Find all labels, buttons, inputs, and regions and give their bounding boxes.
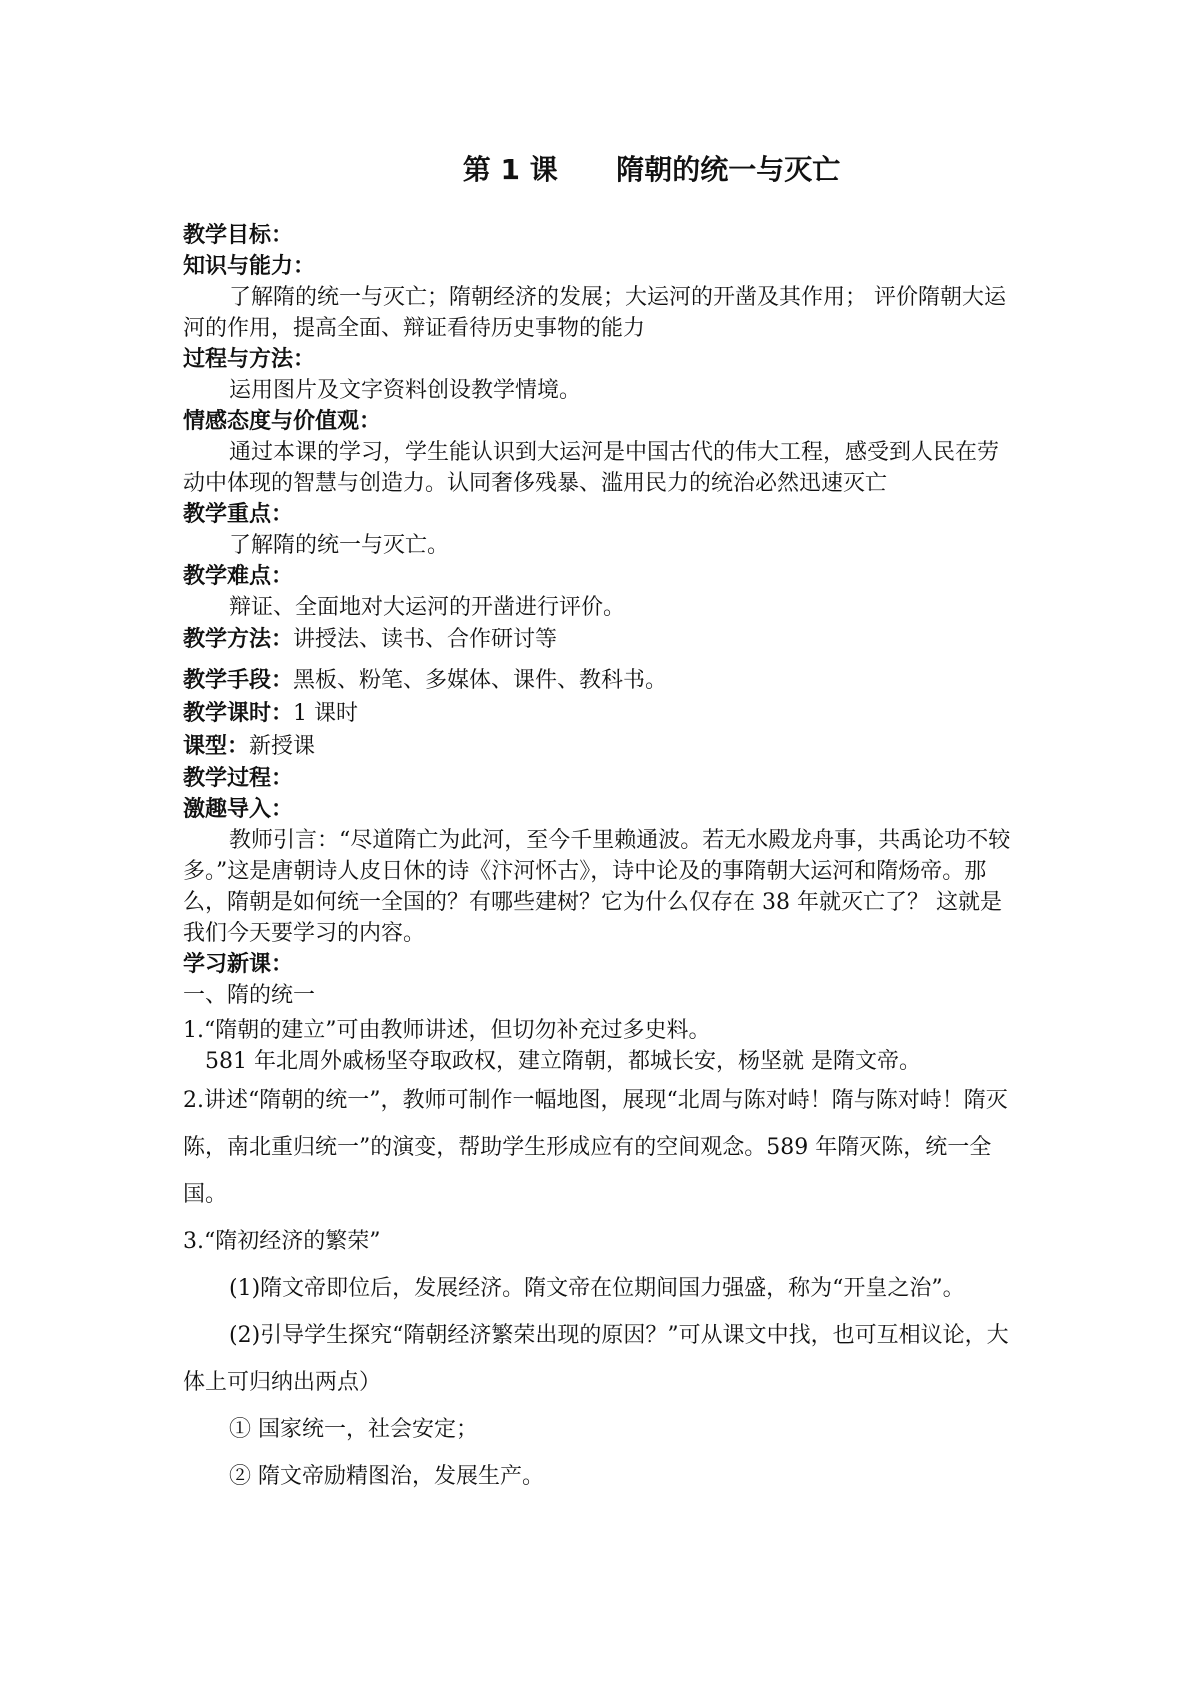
difficulty-text: 辩证、全面地对大运河的开凿进行评价。: [229, 595, 626, 620]
teaching-method-row: [183, 623, 1013, 656]
teaching-process-heading: 教学过程：: [183, 766, 294, 791]
item-3: 3.“隋初经济的繁荣”: [183, 1229, 381, 1254]
teaching-method-value: 讲授法、读书、合作研讨等: [293, 627, 558, 652]
teaching-hours-label: 教学课时：: [183, 701, 294, 726]
reason-1: ① 国家统一，社会安定；: [229, 1417, 478, 1442]
emotion-text: 通过本课的学习，学生能认识到大运河是中国古代的伟大工程，感受到人民在劳动中体现的智慧与创造力。认同奢侈残暴、滥用民力的统治必然迅速灭亡: [183, 440, 1000, 496]
key-point-heading: 教学重点：: [183, 502, 294, 527]
section-1-title: 一、隋的统一: [183, 983, 316, 1008]
lesson-title: 第 1 课 隋朝的统一与灭亡: [462, 153, 841, 186]
teaching-means-label: 教学手段：: [183, 668, 294, 693]
reason-2: ② 隋文帝励精图治，发展生产。: [229, 1464, 544, 1489]
lesson-content: [183, 220, 1013, 1500]
knowledge-heading: 知识与能力：: [183, 254, 316, 279]
intro-heading: 激趣导入：: [183, 797, 294, 822]
new-lesson-heading: 学习新课：: [183, 952, 294, 977]
key-point-text: 了解隋的统一与灭亡。: [229, 533, 450, 558]
lesson-type-value: 新授课: [249, 734, 316, 759]
teaching-means-row: [183, 664, 1013, 697]
difficulty-heading: 教学难点：: [183, 564, 294, 589]
item-3-2: (2)引导学生探究“隋朝经济繁荣出现的原因？”可从课文中找，也可互相议论，大体上可归纳出两点）: [183, 1323, 1009, 1395]
item-3-1: (1)隋文帝即位后，发展经济。隋文帝在位期间国力强盛，称为“开皇之治”。: [229, 1276, 965, 1301]
lesson-type-row: [183, 730, 1013, 763]
knowledge-text: 了解隋的统一与灭亡；隋朝经济的发展；大运河的开凿及其作用； 评价隋朝大运河的作用，提高全面、辩证看待历史事物的能力: [183, 285, 1006, 341]
teaching-hours-value: 1 课时: [293, 701, 359, 726]
teaching-means-value: 黑板、粉笔、多媒体、课件、教科书。: [293, 668, 668, 693]
process-method-text: 运用图片及文字资料创设教学情境。: [229, 378, 582, 403]
teaching-method-label: 教学方法：: [183, 627, 294, 652]
process-method-heading: 过程与方法：: [183, 347, 316, 372]
teaching-goals-heading: 教学目标：: [183, 223, 294, 248]
item-2: 2.讲述“隋朝的统一”，教师可制作一幅地图，展现“北周与陈对峙！隋与陈对峙！隋灭陈，南北重归统一”的演变，帮助学生形成应有的空间观念。589 年隋灭陈，统一全国。: [183, 1088, 1008, 1207]
lesson-type-label: 课型：: [183, 734, 250, 759]
intro-text: 教师引言：“尽道隋亡为此河，至今千里赖通波。若无水殿龙舟事，共禹论功不较多。”这是唐朝诗人皮日休的诗《汴河怀古》，诗中论及的事隋朝大运河和隋炀帝。那么，隋朝是如何统一全国的？有哪些建树？它为什么仅存在 38 年就灭亡了？ 这就是我们今天要学习的内容。: [183, 828, 1011, 946]
item-1-detail: 581 年北周外戚杨坚夺取政权，建立隋朝，都城长安，杨坚就 是隋文帝。: [205, 1049, 921, 1074]
item-1: 1.“隋朝的建立”可由教师讲述，但切勿补充过多史料。: [183, 1018, 711, 1043]
emotion-heading: 情感态度与价值观：: [183, 409, 382, 434]
teaching-hours-row: [183, 697, 1013, 730]
